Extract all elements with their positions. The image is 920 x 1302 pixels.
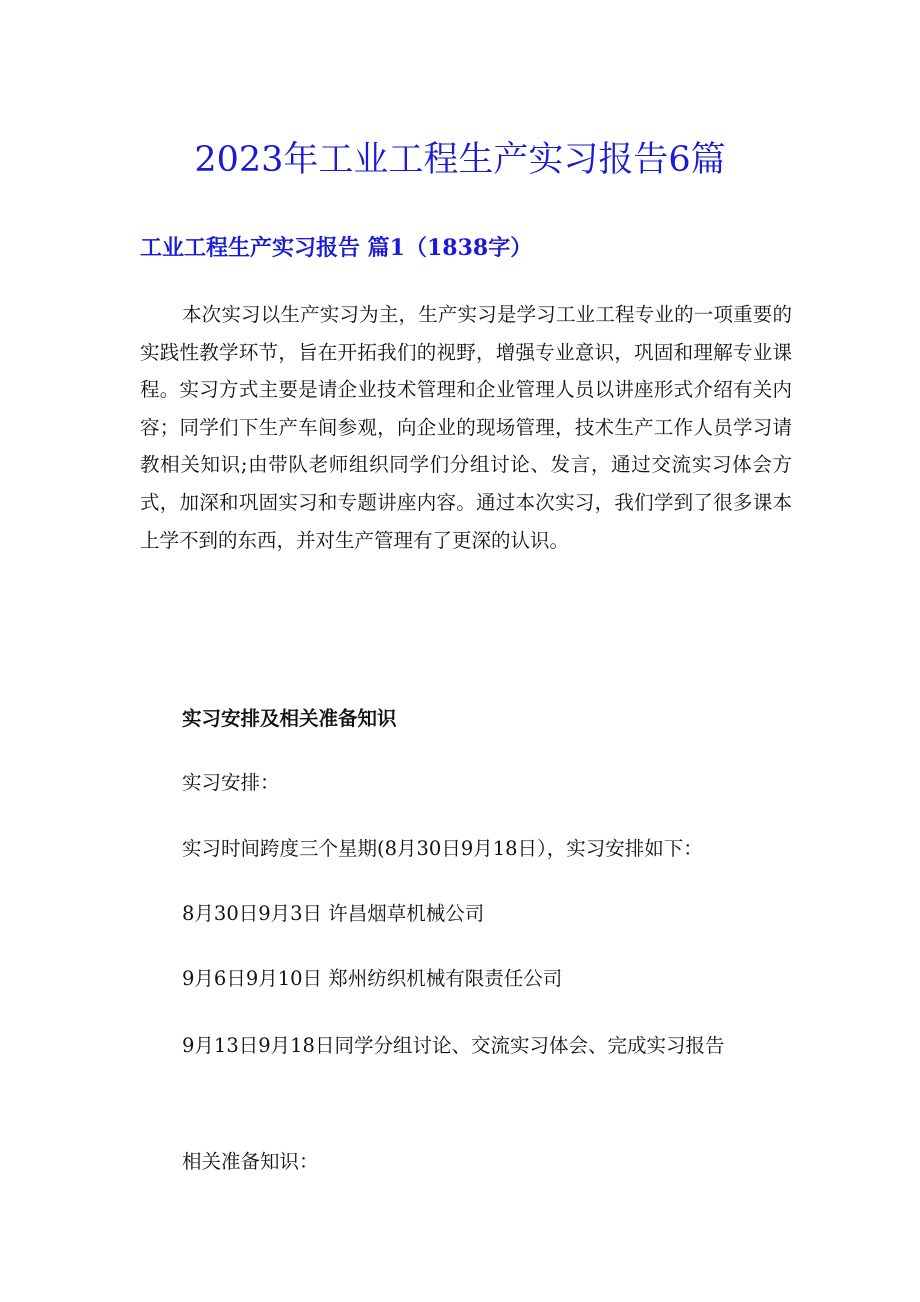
arrangement-label: 实习安排： — [182, 771, 280, 794]
section-heading: 工业工程生产实习报告 篇1（1838字） — [140, 235, 533, 261]
intro-paragraph: 本次实习以生产实习为主，生产实习是学习工业工程专业的一项重要的实践性教学环节，旨在开拓我们的视野，增强专业意识，巩固和理解专业课程。实习方式主要是请企业技术管理和企业管理人员以讲座形式介绍有关内容；同学们下生产车间参观，向企业的现场管理，技术生产工作人员学习请教相关知识;由带队老师组织同学们分组讨论、发言，通过交流实习体会方式，加深和巩固实习和专题讲座内容。通过本次实习，我们学到了很多课本上学不到的东西，并对生产管理有了更深的认识。 — [140, 303, 792, 552]
schedule-item: 9月6日9月10日 郑州纺织机械有限责任公司 — [182, 967, 563, 990]
schedule-item: 8月30日9月3日 许昌烟草机械公司 — [182, 902, 485, 925]
schedule-item: 9月13日9月18日同学分组讨论、交流实习体会、完成实习报告 — [182, 1034, 725, 1057]
schedule-intro: 实习时间跨度三个星期(8月30日9月18日），实习安排如下： — [182, 837, 703, 860]
document-title: 2023年工业工程生产实习报告6篇 — [194, 140, 726, 180]
arrangement-subheading: 实习安排及相关准备知识 — [182, 707, 397, 730]
prep-knowledge-label: 相关准备知识： — [182, 1150, 319, 1173]
